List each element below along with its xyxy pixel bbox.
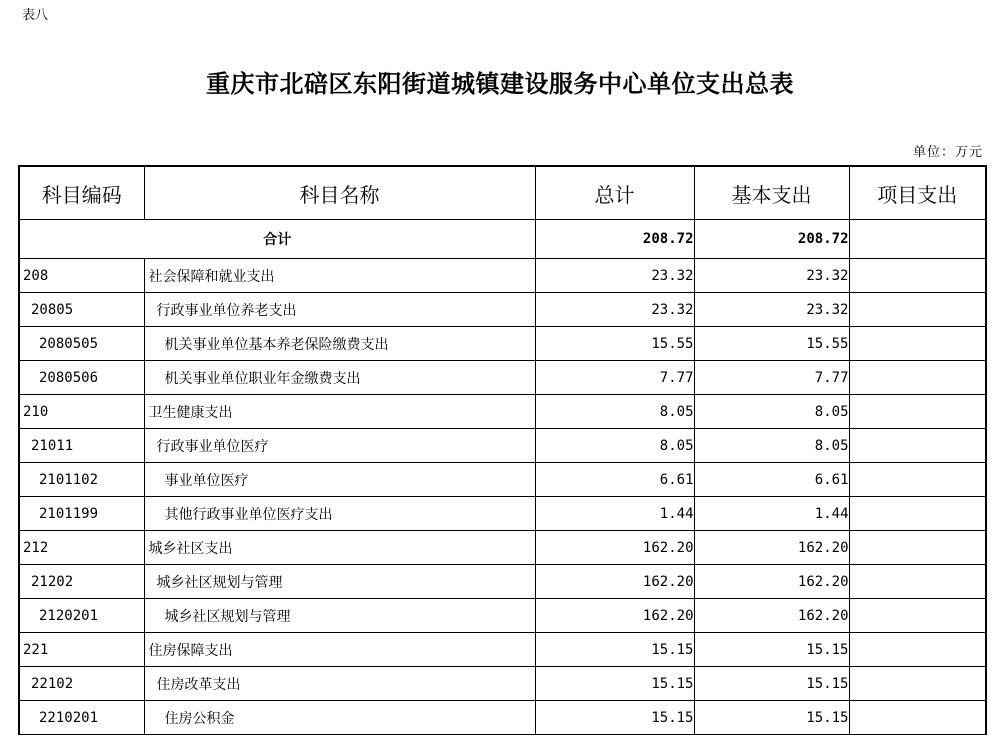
row-project-cell <box>849 565 986 599</box>
table-header-row <box>19 166 986 220</box>
table-row <box>19 463 986 497</box>
expenditure-table <box>18 165 987 735</box>
row-project-cell <box>849 429 986 463</box>
row-total-cell: 8.05 <box>535 429 694 463</box>
row-code-cell: 210 <box>19 395 144 429</box>
row-name-cell: 城乡社区支出 <box>144 531 535 565</box>
row-basic-cell: 6.61 <box>694 463 849 497</box>
row-code-cell: 21011 <box>19 429 144 463</box>
total-cell-total: 208.72 <box>535 220 694 259</box>
total-label: 合计 <box>19 220 535 259</box>
column-header-basic: 基本支出 <box>694 166 849 220</box>
row-total-cell: 23.32 <box>535 293 694 327</box>
row-project-cell <box>849 667 986 701</box>
row-name-cell: 机关事业单位基本养老保险缴费支出 <box>144 327 535 361</box>
row-code-cell: 22102 <box>19 667 144 701</box>
row-name-cell: 行政事业单位医疗 <box>144 429 535 463</box>
row-total-cell: 15.15 <box>535 667 694 701</box>
row-code-cell: 20805 <box>19 293 144 327</box>
row-basic-cell: 15.15 <box>694 667 849 701</box>
row-basic-cell: 15.15 <box>694 633 849 667</box>
row-project-cell <box>849 497 986 531</box>
row-basic-cell: 162.20 <box>694 599 849 633</box>
table-row <box>19 497 986 531</box>
row-basic-cell: 162.20 <box>694 531 849 565</box>
row-project-cell <box>849 361 986 395</box>
row-basic-cell: 23.32 <box>694 259 849 293</box>
table-row <box>19 361 986 395</box>
row-code-cell: 2101102 <box>19 463 144 497</box>
row-name-cell: 事业单位医疗 <box>144 463 535 497</box>
table-row <box>19 531 986 565</box>
row-basic-cell: 162.20 <box>694 565 849 599</box>
row-basic-cell: 8.05 <box>694 429 849 463</box>
table-row <box>19 327 986 361</box>
row-basic-cell: 7.77 <box>694 361 849 395</box>
row-code-cell: 2101199 <box>19 497 144 531</box>
row-basic-cell: 15.15 <box>694 701 849 735</box>
total-cell-basic: 208.72 <box>694 220 849 259</box>
row-code-cell: 21202 <box>19 565 144 599</box>
table-label: 表八 <box>22 8 49 23</box>
row-code-cell: 2210201 <box>19 701 144 735</box>
row-project-cell <box>849 395 986 429</box>
row-project-cell <box>849 327 986 361</box>
row-project-cell <box>849 531 986 565</box>
table-row <box>19 259 986 293</box>
row-code-cell: 2080506 <box>19 361 144 395</box>
row-project-cell <box>849 259 986 293</box>
table-row <box>19 667 986 701</box>
row-project-cell <box>849 599 986 633</box>
table-row <box>19 429 986 463</box>
row-project-cell <box>849 293 986 327</box>
table-row <box>19 395 986 429</box>
table-row <box>19 599 986 633</box>
row-name-cell: 其他行政事业单位医疗支出 <box>144 497 535 531</box>
row-total-cell: 15.15 <box>535 633 694 667</box>
row-basic-cell: 23.32 <box>694 293 849 327</box>
unit-note: 单位：万元 <box>912 145 983 160</box>
row-basic-cell: 1.44 <box>694 497 849 531</box>
row-code-cell: 2120201 <box>19 599 144 633</box>
row-total-cell: 15.15 <box>535 701 694 735</box>
row-name-cell: 城乡社区规划与管理 <box>144 599 535 633</box>
table-row <box>19 701 986 735</box>
row-name-cell: 卫生健康支出 <box>144 395 535 429</box>
row-total-cell: 23.32 <box>535 259 694 293</box>
column-header-total: 总计 <box>535 166 694 220</box>
row-total-cell: 6.61 <box>535 463 694 497</box>
column-header-name: 科目名称 <box>144 166 535 220</box>
row-name-cell: 社会保障和就业支出 <box>144 259 535 293</box>
row-basic-cell: 8.05 <box>694 395 849 429</box>
total-row <box>19 220 986 259</box>
page-title: 重庆市北碚区东阳街道城镇建设服务中心单位支出总表 <box>206 69 794 98</box>
table-row <box>19 633 986 667</box>
row-project-cell <box>849 633 986 667</box>
row-total-cell: 1.44 <box>535 497 694 531</box>
row-name-cell: 住房保障支出 <box>144 633 535 667</box>
row-name-cell: 城乡社区规划与管理 <box>144 565 535 599</box>
row-total-cell: 7.77 <box>535 361 694 395</box>
row-code-cell: 212 <box>19 531 144 565</box>
row-code-cell: 208 <box>19 259 144 293</box>
row-total-cell: 162.20 <box>535 531 694 565</box>
row-name-cell: 行政事业单位养老支出 <box>144 293 535 327</box>
row-code-cell: 2080505 <box>19 327 144 361</box>
row-name-cell: 住房改革支出 <box>144 667 535 701</box>
row-name-cell: 机关事业单位职业年金缴费支出 <box>144 361 535 395</box>
row-project-cell <box>849 463 986 497</box>
row-code-cell: 221 <box>19 633 144 667</box>
row-basic-cell: 15.55 <box>694 327 849 361</box>
total-cell-project <box>849 220 986 259</box>
row-total-cell: 162.20 <box>535 599 694 633</box>
column-header-code: 科目编码 <box>19 166 144 220</box>
row-total-cell: 15.55 <box>535 327 694 361</box>
row-project-cell <box>849 701 986 735</box>
row-name-cell: 住房公积金 <box>144 701 535 735</box>
row-total-cell: 8.05 <box>535 395 694 429</box>
table-row <box>19 293 986 327</box>
column-header-project: 项目支出 <box>849 166 986 220</box>
row-total-cell: 162.20 <box>535 565 694 599</box>
table-row <box>19 565 986 599</box>
